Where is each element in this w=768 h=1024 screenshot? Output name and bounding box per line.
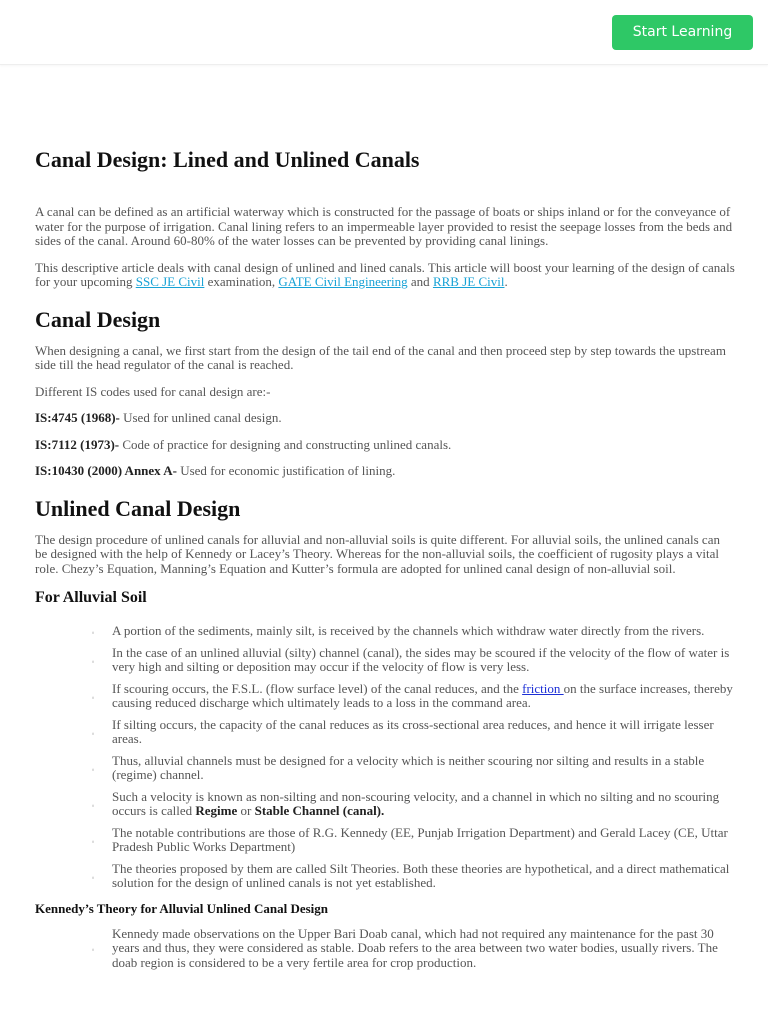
list-item-text: Kennedy made observations on the Upper Bari Doab canal, which had not required any maintenance for the past 30 years and thus, they were considered as stable. Doab refers to the area between two water bodies, usually rivers. The doab region is considered to be a very fertile area for crop production. [112, 925, 718, 970]
top-bar [0, 0, 768, 65]
bullet-icon: ◦ [91, 946, 96, 955]
list-item-text: or [237, 803, 255, 818]
list-item-text: The theories proposed by them are called Silt Theories. Both these theories are hypothetical, and a direct mathematical solution for the design of unlined canals is not yet established. [112, 860, 730, 890]
bullet-icon: ◦ [91, 629, 96, 638]
canal-design-paragraph: When designing a canal, we first start from the design of the tail end of the canal and then proceed step by step towards the upstream side till the head regulator of the canal is reached. [35, 342, 726, 372]
regime-term: Regime [195, 803, 238, 818]
is-code: IS:7112 (1973)- [35, 436, 120, 452]
subheading-alluvial-soil: For Alluvial Soil [35, 589, 147, 606]
list-item [35, 927, 735, 971]
rrb-je-civil-link[interactable]: RRB JE Civil [432, 274, 505, 289]
list-item-text: If silting occurs, the capacity of the canal reduces as its cross-sectional area reduces, and hence it will irrigate lesser areas. [112, 716, 714, 746]
friction-link[interactable]: friction [522, 680, 564, 696]
list-item [35, 624, 735, 639]
bullet-icon: ◦ [91, 802, 96, 811]
section-heading-canal-design: Canal Design [35, 306, 161, 332]
is-code: IS:4745 (1968)- [35, 410, 120, 425]
is-code-desc: Used for unlined canal design. [119, 410, 282, 425]
is-code-item [35, 411, 735, 426]
is-code-desc: Used for economic justification of lining. [176, 463, 396, 478]
intro-text: This descriptive article deals with canal design of unlined and lined canals. This article will boost your learning of the design of canals for your upcoming [35, 259, 735, 289]
stable-channel-term: Stable Channel (canal). [254, 803, 385, 818]
is-code-item [35, 464, 735, 479]
list-item [35, 646, 735, 675]
subheading-kennedy-theory: Kennedy’s Theory for Alluvial Unlined Canal Design [35, 900, 329, 916]
start-learning-button[interactable]: Start Learning [612, 15, 753, 50]
list-item [35, 682, 735, 711]
list-item-text: In the case of an unlined alluvial (silty) channel (canal), the sides may be scoured if the velocity of the flow of water is very high and silting or deposition may occur if the velocity of flow is very less. [112, 644, 730, 674]
bullet-icon: ◦ [91, 730, 96, 739]
list-item [35, 718, 735, 747]
list-item-text: The notable contributions are those of R.G. Kennedy (EE, Punjab Irrigation Department) and Gerald Lacey (CE, Uttar Pradesh Public Works Department) [112, 824, 728, 854]
list-item-text: Such a velocity is known as non-silting and non-scouring velocity, and a channel in which no silting and no scouring occurs is called [112, 788, 720, 818]
intro-text: examination, [204, 274, 279, 289]
gate-civil-link[interactable]: GATE Civil Engineering [278, 274, 408, 289]
is-code: IS:10430 (2000) Annex A- [35, 463, 177, 478]
list-item [35, 754, 735, 783]
bullet-icon: ◦ [91, 694, 96, 703]
list-item-text: If scouring occurs, the F.S.L. (flow surface level) of the canal reduces, and the [112, 680, 523, 696]
section-heading-unlined: Unlined Canal Design [35, 495, 241, 521]
intro-paragraph: A canal can be defined as an artificial waterway which is constructed for the passage of boats or ships inland or for the conveyance of water for the purpose of irrigation. Canal lining refers to an impermeable layer provided to resist the seepage losses from the beds and sides of the canal. Around 60-80% of the water losses can be prevented by providing canal linings. [35, 204, 733, 248]
bullet-icon: ◦ [91, 874, 96, 883]
intro-paragraph-links [35, 261, 735, 290]
bullet-icon: ◦ [91, 838, 96, 847]
unlined-paragraph: The design procedure of unlined canals for alluvial and non-alluvial soils is quite different. For alluvial soils, the unlined canals can be designed with the help of Kennedy or Lacey’s Theory. Whereas for the non-alluvial soils, the coefficient of rugosity plays a vital role. Chezy’s Equation, Manning’s Equation and Kutter’s formula are adopted for unlined canal design of non-alluvial soil. [35, 531, 720, 576]
bullet-icon: ◦ [91, 658, 96, 667]
alluvial-bullet-list [35, 624, 735, 891]
article-title: Canal Design: Lined and Unlined Canals [35, 147, 420, 172]
intro-text: . [504, 274, 508, 289]
ssc-je-civil-link[interactable]: SSC JE Civil [135, 274, 205, 289]
intro-text: and [407, 274, 433, 289]
is-codes-intro: Different IS codes used for canal design are:- [35, 383, 271, 399]
is-code-item [35, 438, 735, 453]
kennedy-bullet-list [35, 927, 735, 971]
list-item-text: on the surface increases, thereby causing reduced discharge which ultimately leads to a loss in the command area. [112, 680, 733, 710]
list-item-text: Thus, alluvial channels must be designed for a velocity which is neither scouring nor silting and results in a stable (regime) channel. [112, 752, 705, 782]
list-item [35, 862, 735, 891]
article-content [35, 140, 735, 977]
list-item-text: A portion of the sediments, mainly silt, is received by the channels which withdraw water directly from the rivers. [112, 623, 705, 638]
list-item [35, 826, 735, 855]
list-item [35, 790, 735, 819]
bullet-icon: ◦ [91, 766, 96, 775]
is-code-desc: Code of practice for designing and constructing unlined canals. [119, 436, 452, 452]
